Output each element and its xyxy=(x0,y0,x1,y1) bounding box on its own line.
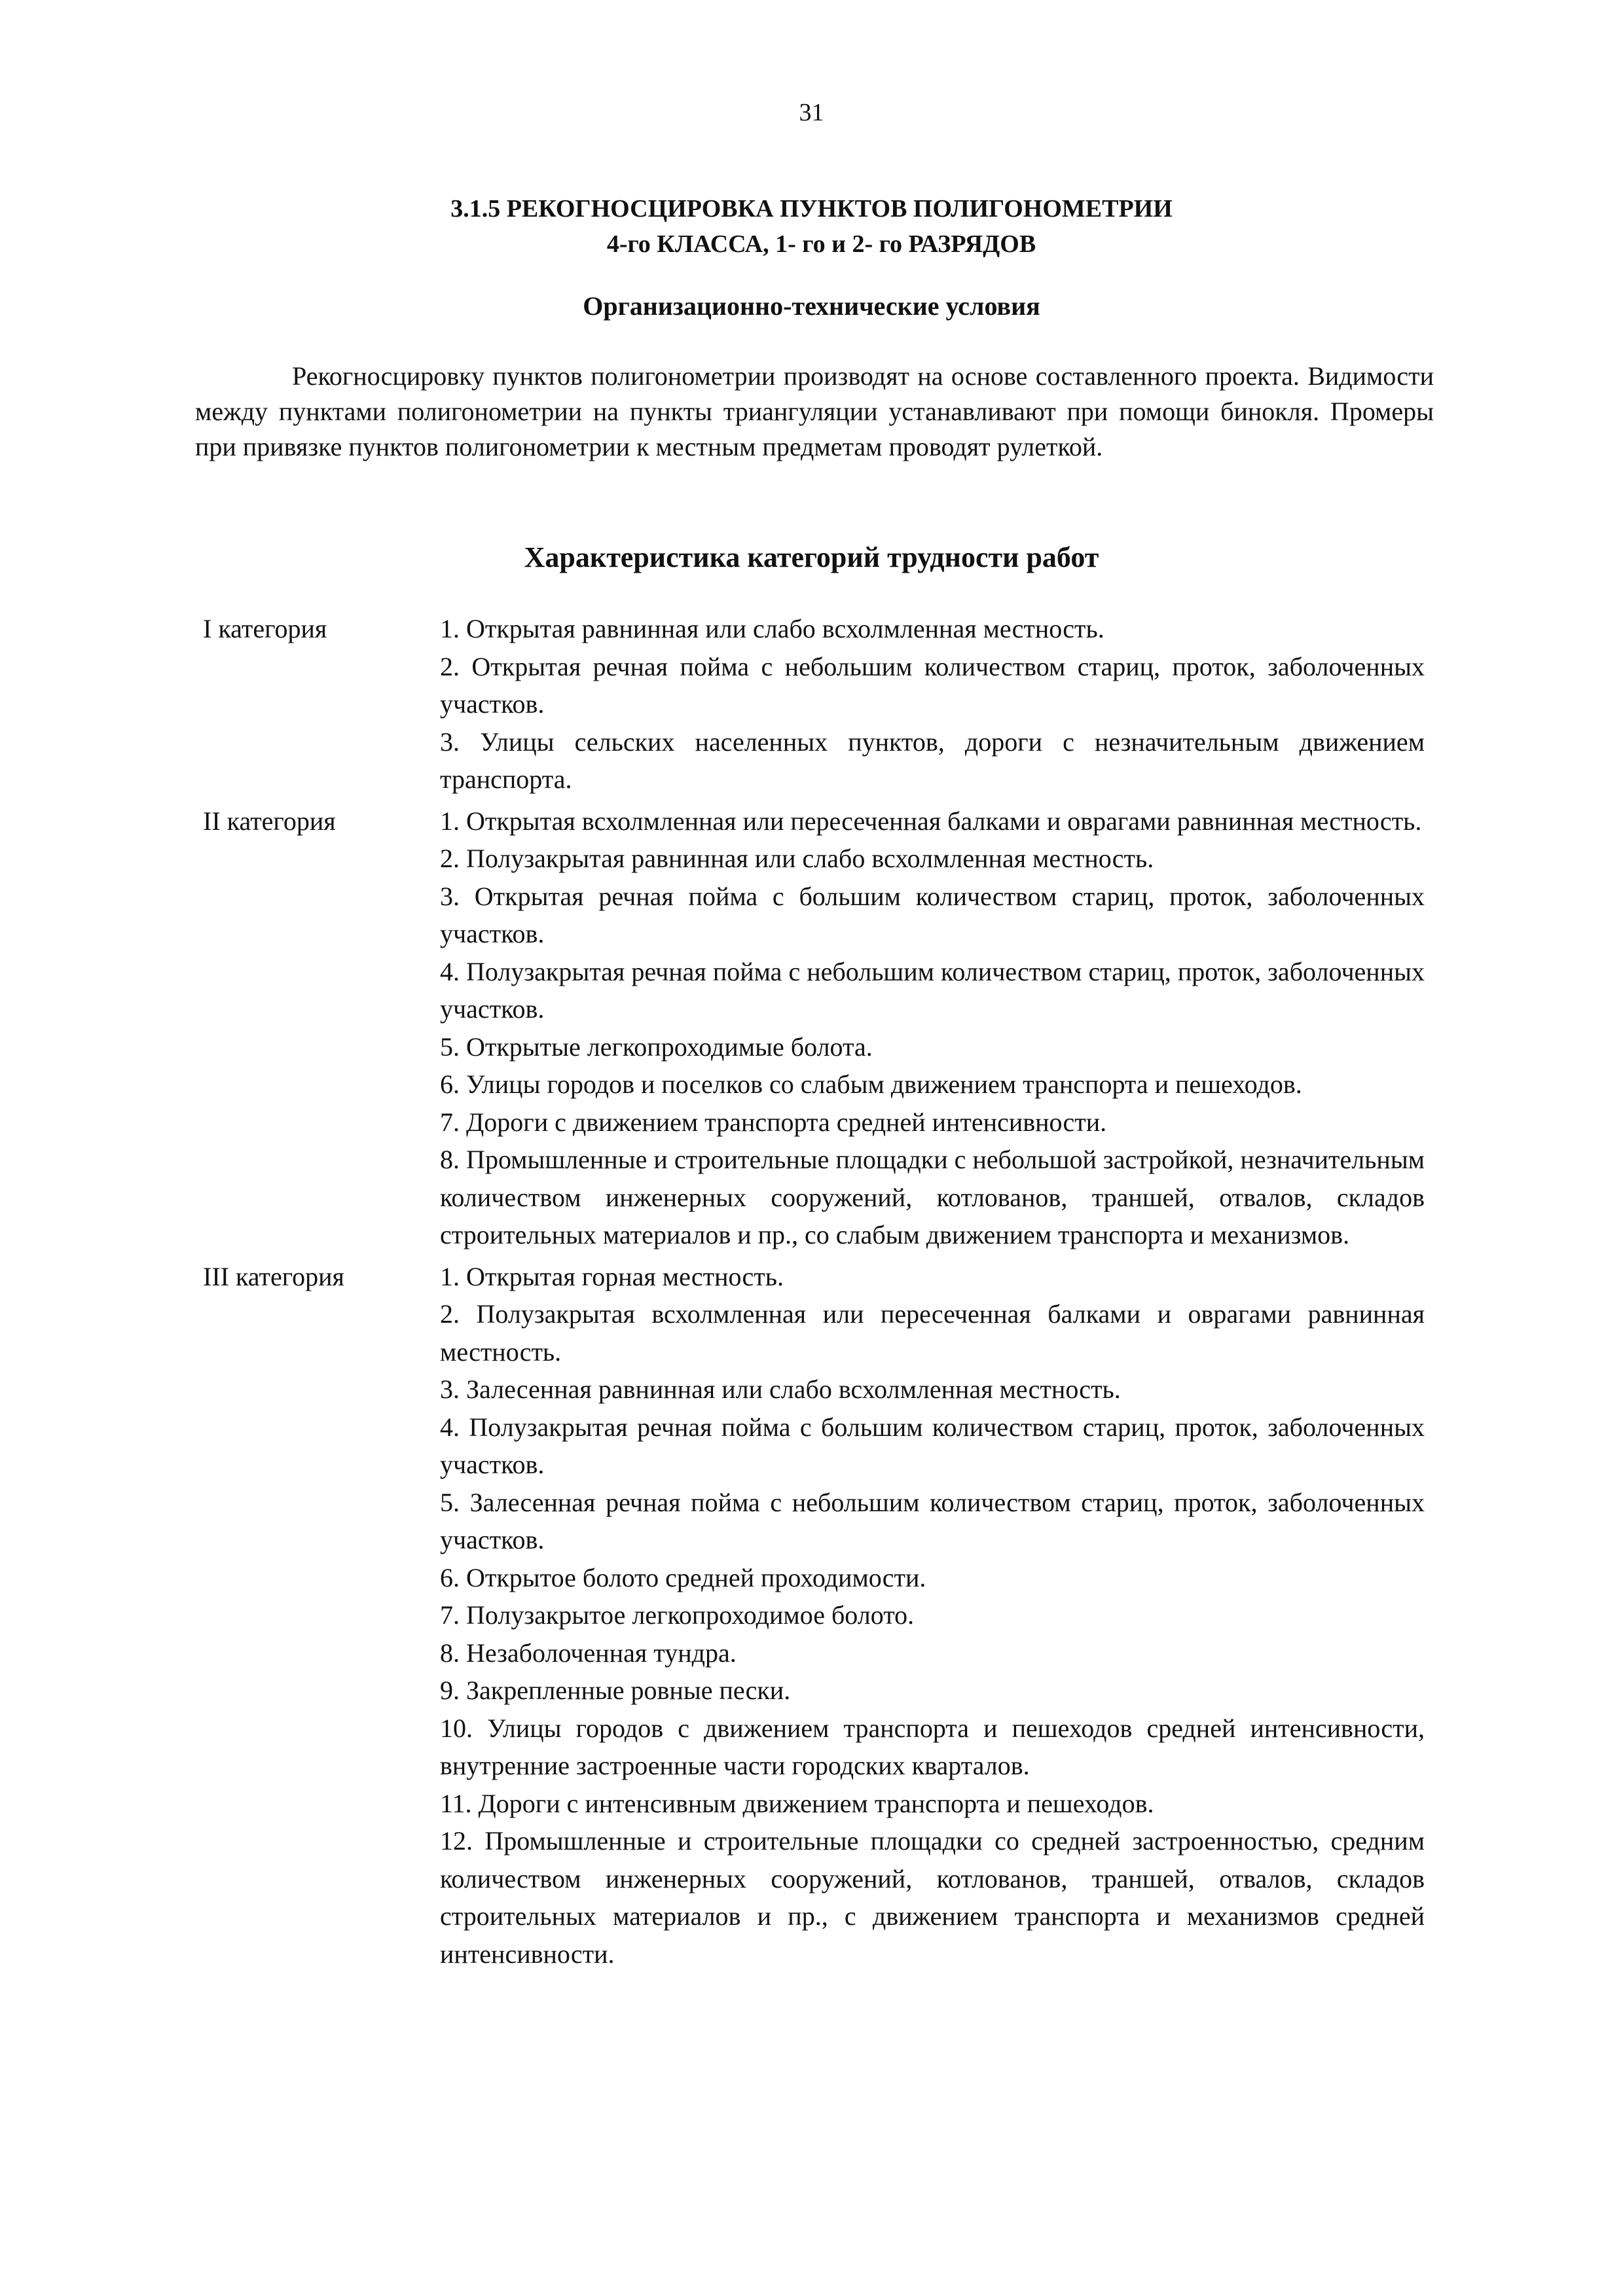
category-item: 5. Открытые легкопроходимые болота. xyxy=(440,1031,873,1062)
categories-list xyxy=(203,610,1425,1977)
category-item: 11. Дороги с интенсивным движением транспорта и пешеходов. xyxy=(440,1788,1154,1818)
category-item: 7. Полузакрытое легкопроходимое болото. xyxy=(440,1600,915,1630)
page-number: 31 xyxy=(799,99,824,126)
category-label: II категория xyxy=(203,806,336,836)
category-item: 1. Открытая равнинная или слабо всхолмленная местность. xyxy=(440,614,1104,643)
category-item: 8. Промышленные и строительные площадки с небольшой застройкой, незначительным количеством инженерных сооружений, котлованов, траншей, отвалов, складов строительных материалов и пр., со слабым движением транспорта и механизмов. xyxy=(440,1145,1425,1249)
category-item: 12. Промышленные и строительные площадки со средней застроенностью, средним количеством инженерных сооружений, котлованов, траншей, отвалов, складов строительных материалов и пр., с движением транспорта и механизмов средней интенсивности. xyxy=(440,1826,1425,1969)
category-item: 5. Залесенная речная пойма с небольшим количеством стариц, проток, заболоченных участков. xyxy=(440,1487,1425,1554)
category-item: 1. Открытая всхолмленная или пересеченная балками и оврагами равнинная местность. xyxy=(440,806,1422,836)
category-label: I категория xyxy=(203,614,327,643)
category-item: 7. Дороги с движением транспорта средней интенсивности. xyxy=(440,1107,1107,1137)
subsection-title: Организационно-технические условия xyxy=(583,291,1040,321)
categories-heading: Характеристика категорий трудности работ xyxy=(524,541,1099,573)
category-item: 4. Полузакрытая речная пойма с небольшим количеством стариц, проток, заболоченных участков. xyxy=(440,956,1425,1024)
category-2 xyxy=(203,802,1425,1254)
category-item: 10. Улицы городов с движением транспорта и пешеходов средней интенсивности, внутренние застроенные части городских кварталов. xyxy=(440,1713,1425,1780)
category-items xyxy=(440,610,1425,798)
category-item: 2. Полузакрытая всхолмленная или пересеченная балками и оврагами равнинная местность. xyxy=(440,1299,1425,1367)
section-title xyxy=(0,191,1623,262)
intro-paragraph: Рекогносцировку пунктов полигонометрии производят на основе составленного проекта. Видимости между пунктами полигонометрии на пункты триангуляции устанавливают при помощи бинокля. Промеры при привязке пунктов полигонометрии к местным предметам проводят рулеткой. xyxy=(195,361,1434,461)
category-item: 3. Улицы сельских населенных пунктов, дороги с незначительным движением транспорта. xyxy=(440,726,1425,794)
category-item: 1. Открытая горная местность. xyxy=(440,1261,784,1291)
category-item: 9. Закрепленные ровные пески. xyxy=(440,1676,791,1705)
section-title-line-1: 3.1.5 РЕКОГНОСЦИРОВКА ПУНКТОВ ПОЛИГОНОМЕТРИИ xyxy=(450,195,1173,223)
category-1 xyxy=(203,610,1425,798)
category-item: 4. Полузакрытая речная пойма с большим количеством стариц, проток, заболоченных участков. xyxy=(440,1412,1425,1479)
category-items xyxy=(440,802,1425,1254)
category-item: 3. Залесенная равнинная или слабо всхолмленная местность. xyxy=(440,1374,1121,1404)
category-item: 6. Улицы городов и поселков со слабым движением транспорта и пешеходов. xyxy=(440,1069,1302,1099)
category-item: 2. Открытая речная пойма с небольшим количеством стариц, проток, заболоченных участков. xyxy=(440,651,1425,719)
section-title-line-2: 4-го КЛАССА, 1- го и 2- го РАЗРЯДОВ xyxy=(606,230,1036,258)
category-item: 3. Открытая речная пойма с большим количеством стариц, проток, заболоченных участков. xyxy=(440,881,1425,948)
category-label: III категория xyxy=(203,1261,344,1291)
category-item: 6. Открытое болото средней проходимости. xyxy=(440,1562,926,1592)
category-item: 8. Незаболоченная тундра. xyxy=(440,1638,737,1668)
category-items xyxy=(440,1258,1425,1973)
category-item: 2. Полузакрытая равнинная или слабо всхолмленная местность. xyxy=(440,844,1154,873)
category-3 xyxy=(203,1258,1425,1973)
